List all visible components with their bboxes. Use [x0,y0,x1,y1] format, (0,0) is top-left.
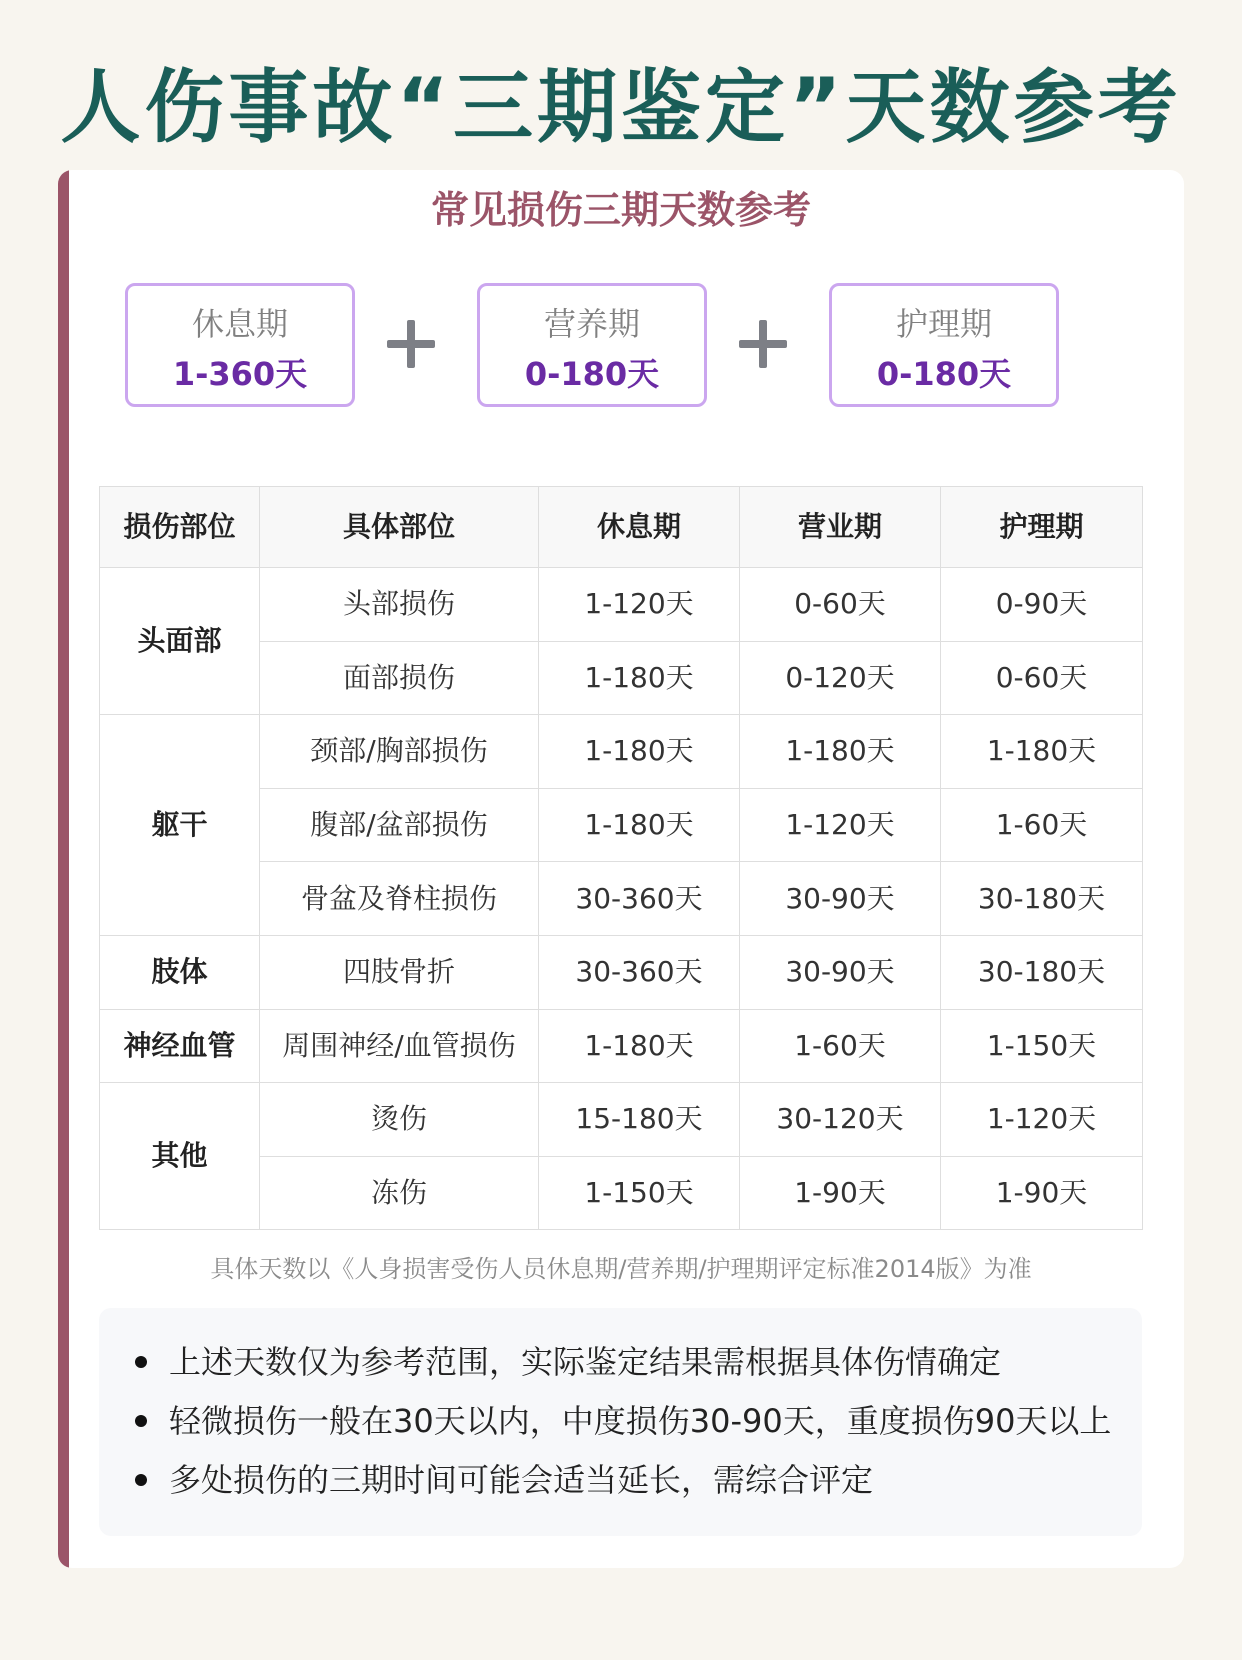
nutrition-cell: 1-120天 [740,788,941,862]
plus-icon [387,320,435,368]
part-cell: 四肢骨折 [260,935,539,1009]
note-item: 多处损伤的三期时间可能会适当延长，需综合评定 [133,1460,1111,1519]
part-cell: 烫伤 [260,1083,539,1157]
notes-box [99,1308,1142,1536]
category-cell: 神经血管 [100,1009,260,1083]
note-item: 上述天数仅为参考范围，实际鉴定结果需根据具体伤情确定 [133,1342,1111,1401]
nutrition-cell: 30-90天 [740,862,941,936]
category-cell: 肢体 [100,935,260,1009]
header-rest: 休息期 [539,487,740,568]
part-cell: 面部损伤 [260,641,539,715]
period-name: 休息期 [191,305,288,343]
part-cell: 周围神经/血管损伤 [260,1009,539,1083]
table-row [100,1009,1143,1083]
plus-icon [739,320,787,368]
nutrition-cell: 30-90天 [740,935,941,1009]
category-cell: 躯干 [100,715,260,936]
rest-cell: 30-360天 [539,935,740,1009]
period-name: 营养期 [543,305,640,343]
nutrition-cell: 1-60天 [740,1009,941,1083]
period-range: 1-360天 [172,355,308,393]
table-row [100,1083,1143,1157]
nutrition-cell: 1-90天 [740,1156,941,1230]
rest-cell: 1-180天 [539,715,740,789]
header-care: 护理期 [941,487,1143,568]
rest-cell: 1-120天 [539,568,740,642]
header-part: 具体部位 [260,487,539,568]
category-cell: 头面部 [100,568,260,715]
nutrition-cell: 0-120天 [740,641,941,715]
card-accent-bar [58,170,69,1568]
reference-card [58,170,1184,1568]
table-row [100,715,1143,789]
care-cell: 30-180天 [941,935,1143,1009]
care-cell: 1-150天 [941,1009,1143,1083]
part-cell: 腹部/盆部损伤 [260,788,539,862]
injury-days-table [99,486,1143,1230]
rest-cell: 1-180天 [539,788,740,862]
table-row [100,935,1143,1009]
rest-cell: 30-360天 [539,862,740,936]
care-cell: 1-90天 [941,1156,1143,1230]
care-cell: 0-60天 [941,641,1143,715]
period-range: 0-180天 [876,355,1012,393]
care-cell: 0-90天 [941,568,1143,642]
section-title: 常见损伤三期天数参考 [430,188,811,232]
notes-list [133,1342,1111,1519]
rest-cell: 1-180天 [539,1009,740,1083]
period-box-care [829,283,1059,407]
rest-cell: 1-180天 [539,641,740,715]
part-cell: 冻伤 [260,1156,539,1230]
note-item: 轻微损伤一般在30天以内，中度损伤30-90天，重度损伤90天以上 [133,1401,1111,1460]
care-cell: 1-180天 [941,715,1143,789]
care-cell: 1-60天 [941,788,1143,862]
rest-cell: 1-150天 [539,1156,740,1230]
rest-cell: 15-180天 [539,1083,740,1157]
page-title: 人伤事故“三期鉴定”天数参考 [60,61,1182,154]
part-cell: 颈部/胸部损伤 [260,715,539,789]
period-name: 护理期 [895,305,992,343]
category-cell: 其他 [100,1083,260,1230]
period-box-nutrition [477,283,707,407]
nutrition-cell: 1-180天 [740,715,941,789]
part-cell: 头部损伤 [260,568,539,642]
period-box-rest [125,283,355,407]
nutrition-cell: 30-120天 [740,1083,941,1157]
header-nutrition: 营业期 [740,487,941,568]
care-cell: 30-180天 [941,862,1143,936]
nutrition-cell: 0-60天 [740,568,941,642]
source-note: 具体天数以《人身损害受伤人员休息期/营养期/护理期评定标准2014版》为准 [210,1255,1032,1283]
table-row [100,568,1143,642]
period-range: 0-180天 [524,355,660,393]
care-cell: 1-120天 [941,1083,1143,1157]
table-header-row [100,487,1143,568]
header-category: 损伤部位 [100,487,260,568]
part-cell: 骨盆及脊柱损伤 [260,862,539,936]
